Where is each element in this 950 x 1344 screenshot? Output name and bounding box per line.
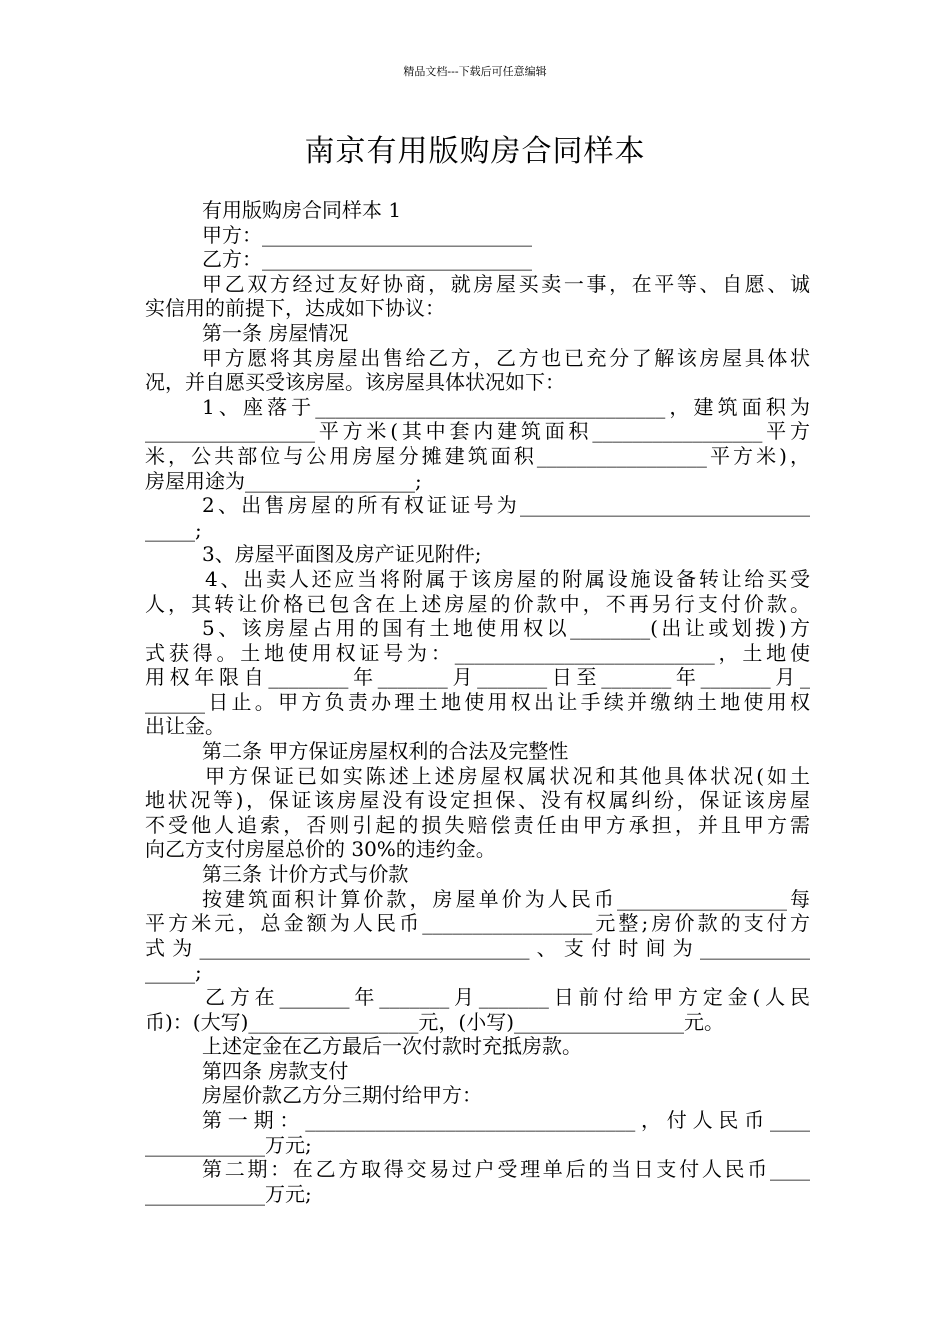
text-line: 上述定金在乙方最后一次付款时充抵房款。 bbox=[202, 1034, 582, 1059]
text-line: 甲方保证已如实陈述上述房屋权属状况和其他具体状况(如土 bbox=[205, 763, 810, 788]
text-line: 4、出卖人还应当将附属于该房屋的附属设施设备转让给买受 bbox=[205, 566, 810, 591]
text-line: 甲方愿将其房屋出售给乙方，乙方也已充分了解该房屋具体状 bbox=[202, 345, 810, 370]
text-line: 房屋价款乙方分三期付给甲方： bbox=[202, 1083, 482, 1108]
text-line: ____________万元; bbox=[145, 1132, 312, 1157]
text-line: 向乙方支付房屋总价的 30%的违约金。 bbox=[145, 837, 496, 862]
text-line: 第三条 计价方式与价款 bbox=[202, 862, 409, 887]
text-line: ______日止。甲方负责办理土地使用权出让手续并缴纳土地使用权 bbox=[145, 689, 810, 714]
text-line: 5、该房屋占用的国有土地使用权以________(出让或划拨)方 bbox=[202, 616, 810, 641]
text-line: 3、房屋平面图及房产证见附件; bbox=[202, 542, 482, 567]
text-line: _____; bbox=[145, 960, 202, 985]
text-line: 乙方：___________________________ bbox=[202, 247, 532, 272]
text-line: 出让金。 bbox=[145, 714, 225, 739]
contract-body bbox=[145, 198, 810, 1206]
text-line: 2、出售房屋的所有权证证号为_____________________________ bbox=[202, 493, 810, 518]
text-line: 按建筑面积计算价款，房屋单价为人民币_________________每 bbox=[202, 886, 810, 911]
text-line: 乙方在_______年_______月_______日前付给甲方定金(人民 bbox=[205, 985, 810, 1009]
text-line: 平方米元，总金额为人民币_________________元整;房价款的支付方 bbox=[145, 911, 810, 936]
text-line: 式获得。土地使用权证号为：__________________________，土地使 bbox=[145, 640, 810, 665]
text-line: 第一条 房屋情况 bbox=[202, 320, 349, 345]
text-line: 人，其转让价格已包含在上述房屋的价款中，不再另行支付价款。 bbox=[145, 591, 810, 616]
text-line: 第二条 甲方保证房屋权利的合法及完整性 bbox=[202, 739, 569, 764]
text-line: 米，公共部位与公用房屋分摊建筑面积_________________平方米)， bbox=[145, 443, 810, 468]
text-line: 第二期：在乙方取得交易过户受理单后的当日支付人民币____ bbox=[202, 1157, 810, 1182]
text-line: 第一期：_________________________________，付人民币____ bbox=[202, 1107, 810, 1132]
text-line: _____; bbox=[145, 517, 202, 542]
text-line: 甲方：___________________________ bbox=[202, 222, 532, 247]
text-line: 况，并自愿买受该房屋。该房屋具体状况如下： bbox=[145, 370, 565, 395]
text-line: _________________平方米(其中套内建筑面积_________________平方 bbox=[145, 419, 810, 444]
text-line: ____________万元; bbox=[145, 1181, 312, 1206]
text-line: 地状况等)，保证该房屋没有设定担保、没有权属纠纷，保证该房屋 bbox=[145, 788, 810, 813]
text-line: 实信用的前提下，达成如下协议： bbox=[145, 296, 445, 321]
header-note: 精品文档---下载后可任意编辑 bbox=[403, 65, 547, 78]
document-title: 南京有用版购房合同样本 bbox=[304, 134, 646, 169]
text-line: 第四条 房款支付 bbox=[202, 1058, 349, 1083]
text-line: 用权年限自________年_______月_______日至_______年_______月_ bbox=[145, 665, 810, 690]
text-line: 甲乙双方经过友好协商，就房屋买卖一事，在平等、自愿、诚 bbox=[202, 271, 810, 296]
text-line: 币)：(大写)_________________元，(小写)_________________元。 bbox=[145, 1009, 725, 1034]
text-line: 1、座落于___________________________________，建筑面积为 bbox=[202, 394, 810, 419]
text-line: 式为_________________________________、支付时间为___________ bbox=[145, 935, 810, 960]
text-line: 不受他人追索，否则引起的损失赔偿责任由甲方承担，并且甲方需 bbox=[145, 812, 810, 837]
text-line: 房屋用途为_________________; bbox=[145, 468, 422, 493]
text-line: 有用版购房合同样本 1 bbox=[202, 198, 402, 222]
